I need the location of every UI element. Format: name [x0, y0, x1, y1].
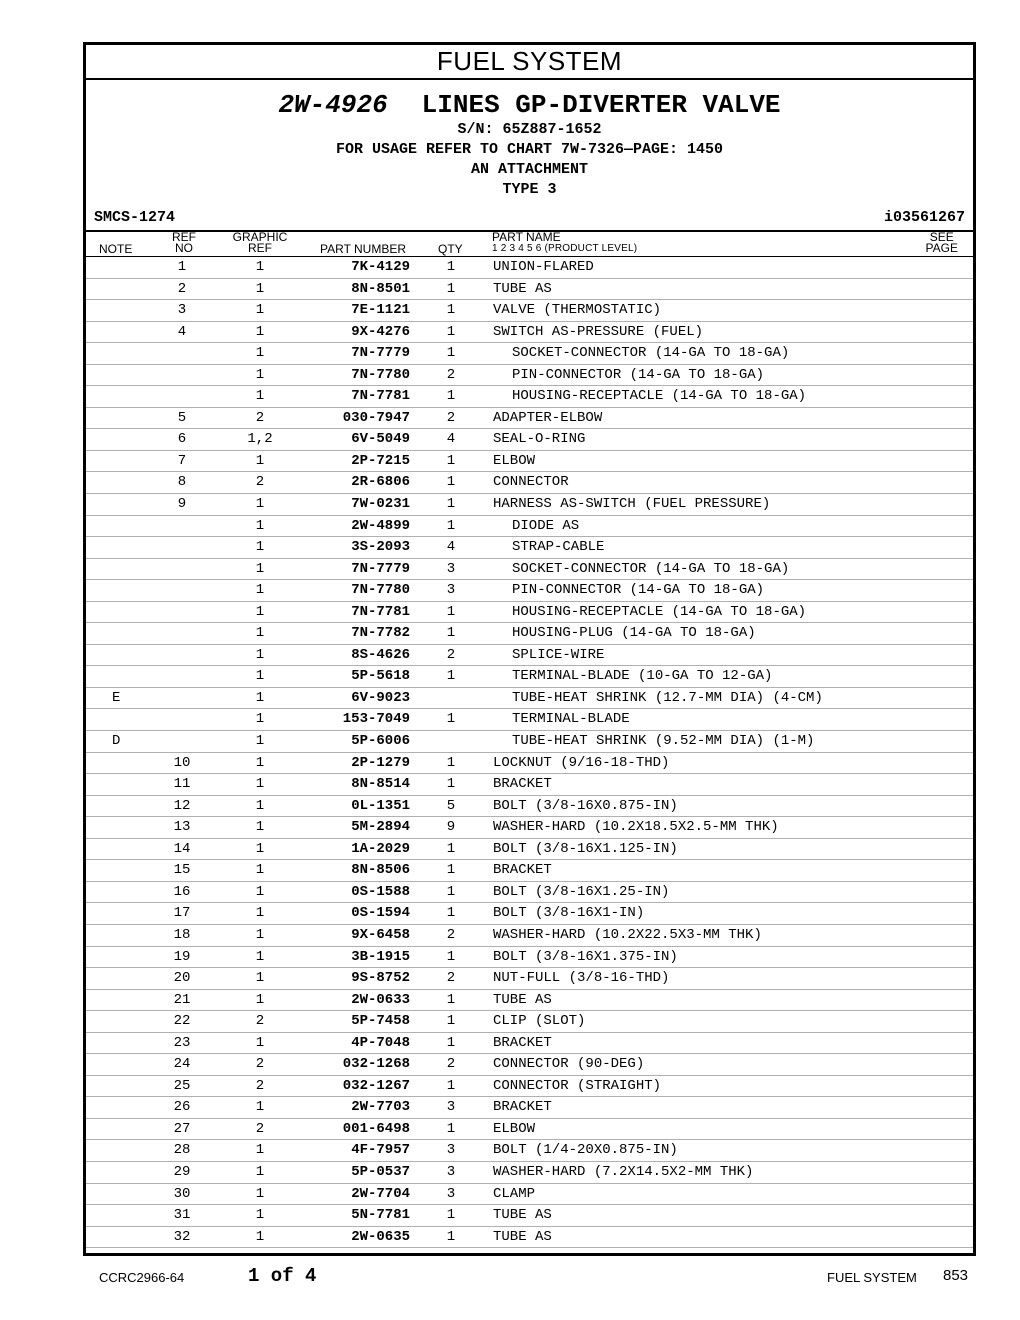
- table-row: [86, 903, 973, 925]
- table-row: [86, 451, 973, 473]
- smcs-code: SMCS-1274: [94, 209, 176, 226]
- table-row: [86, 688, 973, 710]
- part-name-cell: TERMINAL-BLADE (10-GA TO 12-GA): [512, 668, 773, 685]
- group-name: LINES GP-DIVERTER VALVE: [421, 90, 781, 120]
- part-name-cell: BOLT (3/8-16X0.875-IN): [493, 797, 678, 814]
- qty-cell: 1: [446, 668, 456, 685]
- graphic-ref-cell: 1: [255, 905, 265, 922]
- graphic-ref-cell: 1: [255, 819, 265, 836]
- illustration-id: i03561267: [883, 209, 965, 226]
- graphic-ref-cell: 1: [255, 689, 265, 706]
- graphic-ref-cell: 2: [255, 1013, 265, 1030]
- part-number-cell: 7N-7781: [351, 603, 410, 620]
- table-row: [86, 1076, 973, 1098]
- part-name-cell: TUBE AS: [493, 1207, 552, 1224]
- qty-cell: 1: [446, 323, 456, 340]
- table-row: [86, 796, 973, 818]
- part-name-cell: DIODE AS: [512, 517, 580, 534]
- part-number-cell: 7N-7782: [351, 625, 410, 642]
- ref-no-cell: 32: [173, 1228, 191, 1245]
- attachment-label: AN ATTACHMENT: [470, 161, 589, 178]
- graphic-ref-cell: 1: [255, 582, 265, 599]
- part-number-cell: 032-1268: [342, 1056, 410, 1073]
- table-row: [86, 666, 973, 688]
- type-label: TYPE 3: [502, 181, 557, 198]
- part-name-cell: TUBE-HEAT SHRINK (9.52-MM DIA) (1-M): [512, 733, 815, 750]
- part-number-cell: 8S-4626: [351, 646, 410, 663]
- ref-no-cell: 27: [173, 1120, 191, 1137]
- parts-table-body: [86, 257, 973, 1248]
- part-number-cell: 8N-8506: [351, 862, 410, 879]
- table-row: [86, 1162, 973, 1184]
- page-of-indicator: 1 of 4: [248, 1265, 317, 1287]
- graphic-ref-cell: 1: [255, 259, 265, 275]
- graphic-ref-cell: 1: [255, 539, 265, 556]
- qty-cell: 1: [446, 1228, 456, 1245]
- part-name-cell: HARNESS AS-SWITCH (FUEL PRESSURE): [493, 496, 771, 513]
- ref-no-cell: 29: [173, 1163, 191, 1180]
- graphic-ref-cell: 1: [255, 711, 265, 728]
- graphic-ref-cell: 1: [255, 840, 265, 857]
- qty-cell: 1: [446, 883, 456, 900]
- col-qty: QTY: [438, 242, 463, 256]
- group-header: [86, 90, 973, 232]
- part-name-cell: TUBE AS: [493, 1228, 552, 1245]
- qty-cell: 3: [446, 560, 456, 577]
- part-name-cell: ELBOW: [493, 1120, 536, 1137]
- part-number-cell: 001-6498: [342, 1120, 410, 1137]
- ref-no-cell: 30: [173, 1185, 191, 1202]
- ref-no-cell: 7: [177, 452, 187, 469]
- part-number-cell: 4F-7957: [351, 1142, 410, 1159]
- graphic-ref-cell: 1: [255, 1228, 265, 1245]
- part-number-cell: 2W-7704: [351, 1185, 410, 1202]
- ref-no-cell: 9: [177, 496, 187, 513]
- qty-cell: 3: [446, 1099, 456, 1116]
- qty-cell: 1: [446, 840, 456, 857]
- ref-no-cell: 21: [173, 991, 191, 1008]
- part-number-cell: 7N-7780: [351, 582, 410, 599]
- col-graphic-ref-line2: REF: [248, 241, 272, 255]
- part-name-cell: ADAPTER-ELBOW: [493, 409, 603, 426]
- col-ref-no-line2: NO: [175, 241, 193, 255]
- table-row: [86, 860, 973, 882]
- part-name-cell: SOCKET-CONNECTOR (14-GA TO 18-GA): [512, 560, 790, 577]
- graphic-ref-cell: 1: [255, 625, 265, 642]
- table-row: [86, 882, 973, 904]
- ref-no-cell: 25: [173, 1077, 191, 1094]
- serial-number: S/N: 65Z887-1652: [457, 121, 602, 138]
- part-number-cell: 5P-0537: [351, 1163, 410, 1180]
- part-number-cell: 030-7947: [342, 409, 410, 426]
- qty-cell: 1: [446, 345, 456, 362]
- table-row: [86, 322, 973, 344]
- graphic-ref-cell: 1: [255, 366, 265, 383]
- graphic-ref-cell: 1: [255, 345, 265, 362]
- part-number-cell: 032-1267: [342, 1077, 410, 1094]
- ref-no-cell: 10: [173, 754, 191, 771]
- qty-cell: 1: [446, 259, 456, 275]
- table-row: [86, 968, 973, 990]
- table-row: [86, 365, 973, 387]
- qty-cell: 1: [446, 1013, 456, 1030]
- part-number-cell: 7N-7781: [351, 388, 410, 405]
- col-graphic-ref-line1: GRAPHIC: [232, 230, 288, 244]
- part-name-cell: WASHER-HARD (10.2X18.5X2.5-MM THK): [493, 819, 779, 836]
- qty-cell: 1: [446, 991, 456, 1008]
- page-number: 853: [943, 1267, 969, 1284]
- graphic-ref-cell: 1: [255, 302, 265, 319]
- table-row: [86, 1033, 973, 1055]
- qty-cell: 1: [446, 280, 456, 297]
- ref-no-cell: 5: [177, 409, 187, 426]
- graphic-ref-cell: 1: [255, 926, 265, 943]
- table-row: [86, 279, 973, 301]
- ref-no-cell: 1: [177, 259, 187, 275]
- part-number-cell: 7N-7779: [351, 560, 410, 577]
- graphic-ref-cell: 1: [255, 323, 265, 340]
- ref-no-cell: 8: [177, 474, 187, 491]
- part-number-cell: 2W-7703: [351, 1099, 410, 1116]
- table-row: [86, 1054, 973, 1076]
- table-row: [86, 1227, 973, 1249]
- graphic-ref-cell: 1: [255, 883, 265, 900]
- part-name-cell: BRACKET: [493, 862, 552, 879]
- qty-cell: 4: [446, 539, 456, 556]
- part-name-cell: HOUSING-RECEPTACLE (14-GA TO 18-GA): [512, 603, 807, 620]
- part-name-cell: BOLT (3/8-16X1.125-IN): [493, 840, 678, 857]
- graphic-ref-cell: 1: [255, 776, 265, 793]
- part-name-cell: TUBE AS: [493, 991, 552, 1008]
- table-row: [86, 990, 973, 1012]
- graphic-ref-cell: 1: [255, 1034, 265, 1051]
- part-name-cell: BRACKET: [493, 1034, 552, 1051]
- table-row: [86, 300, 973, 322]
- graphic-ref-cell: 2: [255, 1056, 265, 1073]
- table-row: [86, 602, 973, 624]
- part-name-cell: BOLT (1/4-20X0.875-IN): [493, 1142, 678, 1159]
- qty-cell: 1: [446, 754, 456, 771]
- qty-cell: 2: [446, 1056, 456, 1073]
- part-name-cell: CONNECTOR (STRAIGHT): [493, 1077, 662, 1094]
- table-row: [86, 559, 973, 581]
- part-number-cell: 3S-2093: [351, 539, 410, 556]
- table-row: [86, 1097, 973, 1119]
- part-name-cell: CONNECTOR: [493, 474, 569, 491]
- ref-no-cell: 28: [173, 1142, 191, 1159]
- col-see-page-line1: SEE: [929, 230, 954, 244]
- graphic-ref-cell: 1,2: [247, 431, 273, 448]
- part-number-cell: 6V-9023: [351, 689, 410, 706]
- table-row: [86, 343, 973, 365]
- qty-cell: 3: [446, 1185, 456, 1202]
- graphic-ref-cell: 2: [255, 409, 265, 426]
- part-number-cell: 8N-8501: [351, 280, 410, 297]
- table-row: [86, 1140, 973, 1162]
- doc-code: CCRC2966-64: [99, 1270, 185, 1285]
- part-number-cell: 153-7049: [342, 711, 410, 728]
- part-number-cell: 5P-7458: [351, 1013, 410, 1030]
- part-number-cell: 0L-1351: [351, 797, 410, 814]
- parts-list-frame: [83, 42, 976, 1256]
- part-number-cell: 5P-5618: [351, 668, 410, 685]
- graphic-ref-cell: 1: [255, 280, 265, 297]
- graphic-ref-cell: 1: [255, 1142, 265, 1159]
- graphic-ref-cell: 2: [255, 1077, 265, 1094]
- col-part-name: PART NAME: [492, 230, 561, 244]
- usage-reference: FOR USAGE REFER TO CHART 7W-7326—PAGE: 1450: [335, 141, 724, 158]
- part-name-cell: BRACKET: [493, 776, 552, 793]
- graphic-ref-cell: 1: [255, 1207, 265, 1224]
- part-number-cell: 7N-7780: [351, 366, 410, 383]
- qty-cell: 1: [446, 474, 456, 491]
- part-name-cell: VALVE (THERMOSTATIC): [493, 302, 662, 319]
- part-name-cell: CLIP (SLOT): [493, 1013, 586, 1030]
- table-row: [86, 1184, 973, 1206]
- ref-no-cell: 18: [173, 926, 191, 943]
- qty-cell: 1: [446, 625, 456, 642]
- graphic-ref-cell: 1: [255, 603, 265, 620]
- table-row: [86, 537, 973, 559]
- part-number-cell: 2P-7215: [351, 452, 410, 469]
- qty-cell: 2: [446, 646, 456, 663]
- part-name-cell: SOCKET-CONNECTOR (14-GA TO 18-GA): [512, 345, 790, 362]
- ref-no-cell: 23: [173, 1034, 191, 1051]
- qty-cell: 1: [446, 1034, 456, 1051]
- qty-cell: 5: [446, 797, 456, 814]
- graphic-ref-cell: 1: [255, 862, 265, 879]
- part-number-cell: 0S-1588: [351, 883, 410, 900]
- group-part-number: 2W-4926: [278, 90, 388, 120]
- qty-cell: 1: [446, 862, 456, 879]
- part-name-cell: SEAL-O-RING: [493, 431, 586, 448]
- table-row: [86, 947, 973, 969]
- part-name-cell: NUT-FULL (3/8-16-THD): [493, 970, 670, 987]
- table-row: [86, 753, 973, 775]
- graphic-ref-cell: 1: [255, 991, 265, 1008]
- graphic-ref-cell: 1: [255, 452, 265, 469]
- part-name-cell: SPLICE-WIRE: [512, 646, 605, 663]
- col-part-number: PART NUMBER: [320, 242, 407, 256]
- part-number-cell: 2W-4899: [351, 517, 410, 534]
- qty-cell: 2: [446, 409, 456, 426]
- graphic-ref-cell: 1: [255, 560, 265, 577]
- qty-cell: 1: [446, 776, 456, 793]
- ref-no-cell: 20: [173, 970, 191, 987]
- table-row: [86, 516, 973, 538]
- col-ref-no-line1: REF: [172, 230, 196, 244]
- ref-no-cell: 17: [173, 905, 191, 922]
- part-name-cell: STRAP-CABLE: [512, 539, 605, 556]
- graphic-ref-cell: 1: [255, 668, 265, 685]
- qty-cell: 2: [446, 926, 456, 943]
- qty-cell: 1: [446, 517, 456, 534]
- graphic-ref-cell: 2: [255, 1120, 265, 1137]
- table-row: [86, 257, 973, 279]
- part-number-cell: 9S-8752: [351, 970, 410, 987]
- table-row: [86, 1011, 973, 1033]
- graphic-ref-cell: 1: [255, 733, 265, 750]
- qty-cell: 4: [446, 431, 456, 448]
- part-number-cell: 2R-6806: [351, 474, 410, 491]
- part-name-cell: HOUSING-RECEPTACLE (14-GA TO 18-GA): [512, 388, 807, 405]
- part-number-cell: 1A-2029: [351, 840, 410, 857]
- ref-no-cell: 31: [173, 1207, 191, 1224]
- table-row: [86, 731, 973, 753]
- part-name-cell: BRACKET: [493, 1099, 552, 1116]
- graphic-ref-cell: 1: [255, 797, 265, 814]
- part-number-cell: 8N-8514: [351, 776, 410, 793]
- qty-cell: 1: [446, 452, 456, 469]
- qty-cell: 3: [446, 582, 456, 599]
- part-name-cell: UNION-FLARED: [493, 259, 594, 275]
- ref-no-cell: 6: [177, 431, 187, 448]
- qty-cell: 2: [446, 970, 456, 987]
- part-number-cell: 0S-1594: [351, 905, 410, 922]
- ref-no-cell: 14: [173, 840, 191, 857]
- part-name-cell: BOLT (3/8-16X1-IN): [493, 905, 645, 922]
- part-name-cell: CLAMP: [493, 1185, 536, 1202]
- part-number-cell: 7N-7779: [351, 345, 410, 362]
- graphic-ref-cell: 1: [255, 970, 265, 987]
- ref-no-cell: 19: [173, 948, 191, 965]
- table-row: [86, 645, 973, 667]
- col-product-levels: 1 2 3 4 5 6 (PRODUCT LEVEL): [492, 243, 638, 254]
- graphic-ref-cell: 1: [255, 646, 265, 663]
- qty-cell: 1: [446, 711, 456, 728]
- ref-no-cell: 4: [177, 323, 187, 340]
- part-name-cell: TUBE AS: [493, 280, 552, 297]
- part-number-cell: 7E-1121: [351, 302, 410, 319]
- table-row: [86, 817, 973, 839]
- section-title: FUEL SYSTEM: [86, 45, 973, 80]
- part-number-cell: 2W-0635: [351, 1228, 410, 1245]
- graphic-ref-cell: 1: [255, 1163, 265, 1180]
- ref-no-cell: 3: [177, 302, 187, 319]
- part-name-cell: WASHER-HARD (7.2X14.5X2-MM THK): [493, 1163, 754, 1180]
- part-number-cell: 5P-6006: [351, 733, 410, 750]
- group-title: [86, 90, 973, 120]
- ref-no-cell: 24: [173, 1056, 191, 1073]
- table-row: [86, 709, 973, 731]
- col-graphic-ref: [230, 232, 290, 254]
- part-name-cell: LOCKNUT (9/16-18-THD): [493, 754, 670, 771]
- graphic-ref-cell: 1: [255, 948, 265, 965]
- qty-cell: 1: [446, 388, 456, 405]
- ref-no-cell: 11: [173, 776, 191, 793]
- table-row: [86, 429, 973, 451]
- table-row: [86, 580, 973, 602]
- note-cell: E: [112, 689, 121, 706]
- table-row: [86, 1205, 973, 1227]
- table-row: [86, 472, 973, 494]
- ref-no-cell: 15: [173, 862, 191, 879]
- ref-no-cell: 26: [173, 1099, 191, 1116]
- part-number-cell: 9X-4276: [351, 323, 410, 340]
- part-number-cell: 5N-7781: [351, 1207, 410, 1224]
- qty-cell: 9: [446, 819, 456, 836]
- part-number-cell: 3B-1915: [351, 948, 410, 965]
- table-row: [86, 1119, 973, 1141]
- table-row: [86, 774, 973, 796]
- table-row: [86, 623, 973, 645]
- part-name-cell: PIN-CONNECTOR (14-GA TO 18-GA): [512, 582, 765, 599]
- part-number-cell: 7K-4129: [351, 259, 410, 275]
- table-row: [86, 408, 973, 430]
- qty-cell: 3: [446, 1163, 456, 1180]
- part-number-cell: 2W-0633: [351, 991, 410, 1008]
- col-ref-no: [170, 232, 198, 254]
- graphic-ref-cell: 2: [255, 474, 265, 491]
- part-name-cell: HOUSING-PLUG (14-GA TO 18-GA): [512, 625, 756, 642]
- graphic-ref-cell: 1: [255, 496, 265, 513]
- col-see-page: [926, 232, 958, 254]
- graphic-ref-cell: 1: [255, 1185, 265, 1202]
- part-name-cell: BOLT (3/8-16X1.25-IN): [493, 883, 670, 900]
- col-note: NOTE: [99, 242, 133, 256]
- qty-cell: 1: [446, 302, 456, 319]
- table-row: [86, 386, 973, 408]
- part-number-cell: 6V-5049: [351, 431, 410, 448]
- part-name-cell: ELBOW: [493, 452, 536, 469]
- table-row: [86, 839, 973, 861]
- graphic-ref-cell: 1: [255, 754, 265, 771]
- part-name-cell: SWITCH AS-PRESSURE (FUEL): [493, 323, 704, 340]
- qty-cell: 1: [446, 496, 456, 513]
- qty-cell: 2: [446, 366, 456, 383]
- ref-no-cell: 13: [173, 819, 191, 836]
- part-name-cell: TERMINAL-BLADE: [512, 711, 630, 728]
- graphic-ref-cell: 1: [255, 388, 265, 405]
- table-row: [86, 925, 973, 947]
- ref-no-cell: 2: [177, 280, 187, 297]
- col-see-page-line2: PAGE: [925, 241, 958, 255]
- part-name-cell: TUBE-HEAT SHRINK (12.7-MM DIA) (4-CM): [512, 689, 823, 706]
- qty-cell: 1: [446, 1120, 456, 1137]
- qty-cell: 1: [446, 603, 456, 620]
- graphic-ref-cell: 1: [255, 517, 265, 534]
- qty-cell: 3: [446, 1142, 456, 1159]
- part-name-cell: BOLT (3/8-16X1.375-IN): [493, 948, 678, 965]
- part-name-cell: CONNECTOR (90-DEG): [493, 1056, 645, 1073]
- table-row: [86, 494, 973, 516]
- part-number-cell: 4P-7048: [351, 1034, 410, 1051]
- ref-no-cell: 16: [173, 883, 191, 900]
- part-number-cell: 5M-2894: [351, 819, 410, 836]
- part-name-cell: WASHER-HARD (10.2X22.5X3-MM THK): [493, 926, 762, 943]
- qty-cell: 1: [446, 905, 456, 922]
- qty-cell: 1: [446, 1077, 456, 1094]
- qty-cell: 1: [446, 948, 456, 965]
- note-cell: D: [112, 733, 121, 750]
- ref-no-cell: 12: [173, 797, 191, 814]
- part-name-cell: PIN-CONNECTOR (14-GA TO 18-GA): [512, 366, 765, 383]
- part-number-cell: 7W-0231: [351, 496, 410, 513]
- part-number-cell: 9X-6458: [351, 926, 410, 943]
- part-number-cell: 2P-1279: [351, 754, 410, 771]
- column-headers: [86, 232, 973, 257]
- qty-cell: 1: [446, 1207, 456, 1224]
- footer-section: FUEL SYSTEM: [827, 1270, 917, 1285]
- ref-no-cell: 22: [173, 1013, 191, 1030]
- graphic-ref-cell: 1: [255, 1099, 265, 1116]
